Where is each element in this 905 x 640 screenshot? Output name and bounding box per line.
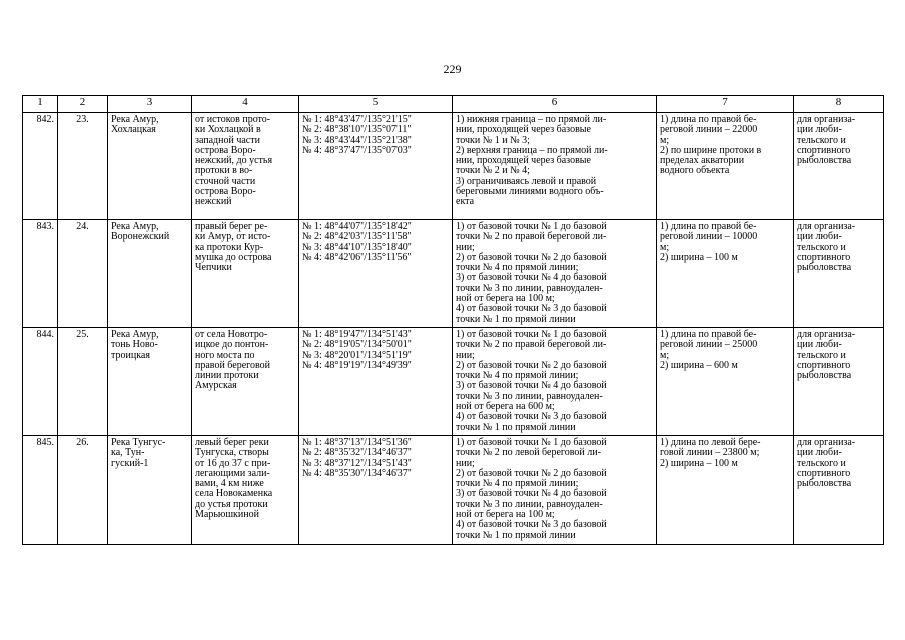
cell-line: № 3: 48°43'44"/135°21'38"	[302, 134, 412, 146]
area-boundaries	[453, 435, 657, 544]
cell-line: нии;	[456, 349, 475, 361]
cell-line: № 4: 48°37'47"/135°07'03"	[302, 144, 412, 156]
table-row	[23, 435, 884, 544]
cell-line: 2) ширина – 100 м	[660, 457, 738, 469]
cell-line: 2) ширина – 600 м	[660, 359, 738, 371]
area-boundaries	[453, 113, 657, 220]
column-header: 5	[299, 96, 453, 113]
cell-line: 1) нижняя граница – по прямой ли-	[456, 114, 607, 125]
cell-line: 2) ширина – 100 м	[660, 251, 738, 263]
cell-line: точки № 3 по линии, равноудален-	[456, 282, 603, 294]
area-size	[657, 113, 794, 220]
cell-line: точки № 3 по линии, равноудален-	[456, 498, 603, 510]
cell-line: острова Воро-	[195, 186, 256, 198]
area-size	[657, 220, 794, 328]
cell-line: 2) от базовой точки № 2 до базовой	[456, 251, 607, 263]
cell-line: м;	[660, 134, 670, 146]
cell-line: от 16 до 37 с при-	[195, 457, 271, 469]
cell-line: м;	[660, 349, 670, 361]
cell-line: мушка до острова	[195, 251, 272, 263]
cell-line: для организа-	[797, 114, 856, 125]
area-purpose	[794, 327, 884, 435]
cell-line: левый берег реки	[195, 436, 269, 448]
cell-line: 4) от базовой точки № 3 до базовой	[456, 411, 607, 423]
area-location	[192, 327, 299, 435]
cell-line: говой линии – 23800 м;	[660, 447, 760, 459]
cell-line: нии;	[456, 241, 475, 253]
cell-line: Река Амур,	[111, 114, 159, 125]
base-point-coordinates	[299, 220, 453, 328]
cell-line: линии протоки	[195, 370, 259, 382]
cell-line: точки № 1 по прямой линии	[456, 529, 576, 541]
row-number: 844.	[23, 327, 58, 435]
column-header: 6	[453, 96, 657, 113]
cell-line: рыболовства	[797, 370, 852, 382]
row-subnumber: 23.	[58, 113, 108, 220]
cell-line: от истоков прото-	[195, 114, 271, 125]
area-boundaries	[453, 327, 657, 435]
cell-line: 2) верхняя граница – по прямой ли-	[456, 144, 608, 156]
table-row	[23, 113, 884, 220]
cell-line: № 3: 48°37'12"/134°51'43"	[302, 457, 412, 469]
row-subnumber: 26.	[58, 435, 108, 544]
water-body-name	[108, 220, 192, 328]
fishing-areas-table	[22, 95, 884, 545]
cell-line: водного объекта	[660, 165, 730, 177]
cell-line: вами, 4 км ниже	[195, 478, 264, 490]
area-location	[192, 220, 299, 328]
cell-line: ной от берега на 100 м;	[456, 509, 555, 521]
cell-line: ки Амур, от исто-	[195, 231, 271, 243]
area-location	[192, 113, 299, 220]
cell-line: спортивного	[797, 251, 851, 263]
cell-line: № 3: 48°20'01"/134°51'19"	[302, 349, 412, 361]
cell-line: 1) от базовой точки № 1 до базовой	[456, 328, 607, 340]
cell-line: правый берег ре-	[195, 221, 268, 232]
cell-line: Чепчики	[195, 262, 232, 274]
base-point-coordinates	[299, 435, 453, 544]
cell-line: Река Тунгус-	[111, 436, 166, 448]
cell-line: точки № 1 по прямой линии	[456, 421, 576, 433]
cell-line: № 4: 48°19'19"/134°49'39"	[302, 359, 412, 371]
cell-line: для организа-	[797, 328, 856, 340]
column-header: 8	[794, 96, 884, 113]
cell-line: ции люби-	[797, 447, 842, 459]
cell-line: реговой линии – 22000	[660, 124, 758, 136]
cell-line: Амурская	[195, 380, 237, 392]
cell-line: ции люби-	[797, 339, 842, 351]
base-point-coordinates	[299, 327, 453, 435]
cell-line: Река Амур,	[111, 328, 159, 340]
base-point-coordinates	[299, 113, 453, 220]
cell-line: реговой линии – 10000	[660, 231, 758, 243]
column-header: 1	[23, 96, 58, 113]
water-body-name	[108, 435, 192, 544]
cell-line: 3) от базовой точки № 4 до базовой	[456, 380, 607, 392]
cell-line: от села Новотро-	[195, 328, 268, 340]
cell-line: береговыми линиями водного объ-	[456, 186, 604, 198]
cell-line: точки № 1 и № 3;	[456, 134, 530, 146]
cell-line: ной от берега на 600 м;	[456, 401, 555, 413]
cell-line: точки № 4 по прямой линии;	[456, 262, 579, 274]
area-purpose	[794, 220, 884, 328]
row-number: 843.	[23, 220, 58, 328]
column-header: 2	[58, 96, 108, 113]
cell-line: ка протоки Кур-	[195, 241, 264, 253]
cell-line: села Новокаменка	[195, 488, 273, 500]
cell-line: № 1: 48°37'13"/134°51'36"	[302, 436, 412, 448]
cell-line: ицкое до понтон-	[195, 339, 269, 351]
cell-line: спортивного	[797, 467, 851, 479]
cell-line: протоки в во-	[195, 165, 253, 177]
cell-line: ки Хохлацкой в	[195, 124, 261, 136]
cell-line: точки № 1 по прямой линии	[456, 313, 576, 325]
cell-line: № 3: 48°44'10"/135°18'40"	[302, 241, 412, 253]
cell-line: 1) длина по левой бере-	[660, 436, 761, 448]
cell-line: № 2: 48°35'32"/134°46'37"	[302, 447, 412, 459]
cell-line: острова Воро-	[195, 144, 256, 156]
cell-line: ции люби-	[797, 124, 842, 136]
cell-line: № 2: 48°38'10"/135°07'11"	[302, 124, 412, 136]
cell-line: 3) ограничиваясь левой и правой	[456, 175, 597, 187]
cell-line: тельского и	[797, 134, 846, 146]
cell-line: тонь Ново-	[111, 339, 158, 351]
cell-line: 2) от базовой точки № 2 до базовой	[456, 467, 607, 479]
cell-line: тельского и	[797, 349, 846, 361]
water-body-name	[108, 327, 192, 435]
cell-line: Тунгуска, створы	[195, 447, 269, 459]
cell-line: 4) от базовой точки № 3 до базовой	[456, 303, 607, 315]
cell-line: тельского и	[797, 241, 846, 253]
water-body-name	[108, 113, 192, 220]
cell-line: Воронежский	[111, 231, 170, 243]
cell-line: № 2: 48°42'03"/135°11'58"	[302, 231, 412, 243]
row-number: 845.	[23, 435, 58, 544]
cell-line: рыболовства	[797, 262, 852, 274]
cell-line: 3) от базовой точки № 4 до базовой	[456, 272, 607, 284]
cell-line: ции люби-	[797, 231, 842, 243]
table-row	[23, 327, 884, 435]
cell-line: № 4: 48°42'06"/135°11'56"	[302, 251, 412, 263]
table-row	[23, 220, 884, 328]
cell-line: Хохлацкая	[111, 124, 156, 136]
area-boundaries	[453, 220, 657, 328]
cell-line: ного моста по	[195, 349, 255, 361]
cell-line: № 1: 48°44'07"/135°18'42"	[302, 221, 412, 232]
cell-line: спортивного	[797, 359, 851, 371]
cell-line: для организа-	[797, 436, 856, 448]
cell-line: для организа-	[797, 221, 856, 232]
cell-line: 1) длина по правой бе-	[660, 221, 757, 232]
cell-line: 2) от базовой точки № 2 до базовой	[456, 359, 607, 371]
cell-line: троицкая	[111, 349, 150, 361]
cell-line: точки № 2 по правой береговой ли-	[456, 339, 607, 351]
cell-line: ка, Тун-	[111, 447, 145, 459]
cell-line: спортивного	[797, 144, 851, 156]
cell-line: 1) от базовой точки № 1 до базовой	[456, 436, 607, 448]
cell-line: легающими зали-	[195, 467, 270, 479]
cell-line: нежский	[195, 196, 232, 208]
cell-line: нии;	[456, 457, 475, 469]
area-purpose	[794, 113, 884, 220]
cell-line: 1) длина по правой бе-	[660, 114, 757, 125]
area-purpose	[794, 435, 884, 544]
cell-line: нии, проходящей через базовые	[456, 155, 591, 167]
cell-line: ной от берега на 100 м;	[456, 293, 555, 305]
cell-line: рыболовства	[797, 478, 852, 490]
column-header: 3	[108, 96, 192, 113]
cell-line: 1) длина по правой бе-	[660, 328, 757, 340]
cell-line: екта	[456, 196, 475, 208]
cell-line: реговой линии – 25000	[660, 339, 758, 351]
cell-line: нии, проходящей через базовые	[456, 124, 591, 136]
cell-line: тельского и	[797, 457, 846, 469]
column-header: 4	[192, 96, 299, 113]
cell-line: № 1: 48°43'47"/135°21'15"	[302, 114, 412, 125]
cell-line: точки № 4 по прямой линии;	[456, 478, 579, 490]
area-size	[657, 435, 794, 544]
cell-line: Марьюшкиной	[195, 509, 259, 521]
cell-line: точки № 2 по левой береговой ли-	[456, 447, 601, 459]
cell-line: точки № 2 и № 4;	[456, 165, 530, 177]
area-size	[657, 327, 794, 435]
cell-line: до устья протоки	[195, 498, 268, 510]
column-header: 7	[657, 96, 794, 113]
page-number: 229	[443, 62, 462, 76]
cell-line: № 4: 48°35'30"/134°46'37"	[302, 467, 412, 479]
row-subnumber: 25.	[58, 327, 108, 435]
cell-line: сточной части	[195, 175, 256, 187]
area-location	[192, 435, 299, 544]
row-subnumber: 24.	[58, 220, 108, 328]
cell-line: 2) по ширине протоки в	[660, 144, 762, 156]
cell-line: пределах акватории	[660, 155, 745, 167]
cell-line: нежский, до устья	[195, 155, 273, 167]
cell-line: 1) от базовой точки № 1 до базовой	[456, 221, 607, 232]
cell-line: точки № 3 по линии, равноудален-	[456, 390, 603, 402]
row-number: 842.	[23, 113, 58, 220]
header-row	[23, 96, 884, 113]
cell-line: № 1: 48°19'47"/134°51'43"	[302, 328, 412, 340]
cell-line: Река Амур,	[111, 221, 159, 232]
cell-line: точки № 2 по правой береговой ли-	[456, 231, 607, 243]
cell-line: 4) от базовой точки № 3 до базовой	[456, 519, 607, 531]
cell-line: 3) от базовой точки № 4 до базовой	[456, 488, 607, 500]
cell-line: правой береговой	[195, 359, 270, 371]
cell-line: гуский-1	[111, 457, 149, 469]
cell-line: м;	[660, 241, 670, 253]
cell-line: западной части	[195, 134, 260, 146]
cell-line: рыболовства	[797, 155, 852, 167]
cell-line: № 2: 48°19'05"/134°50'01"	[302, 339, 412, 351]
cell-line: точки № 4 по прямой линии;	[456, 370, 579, 382]
